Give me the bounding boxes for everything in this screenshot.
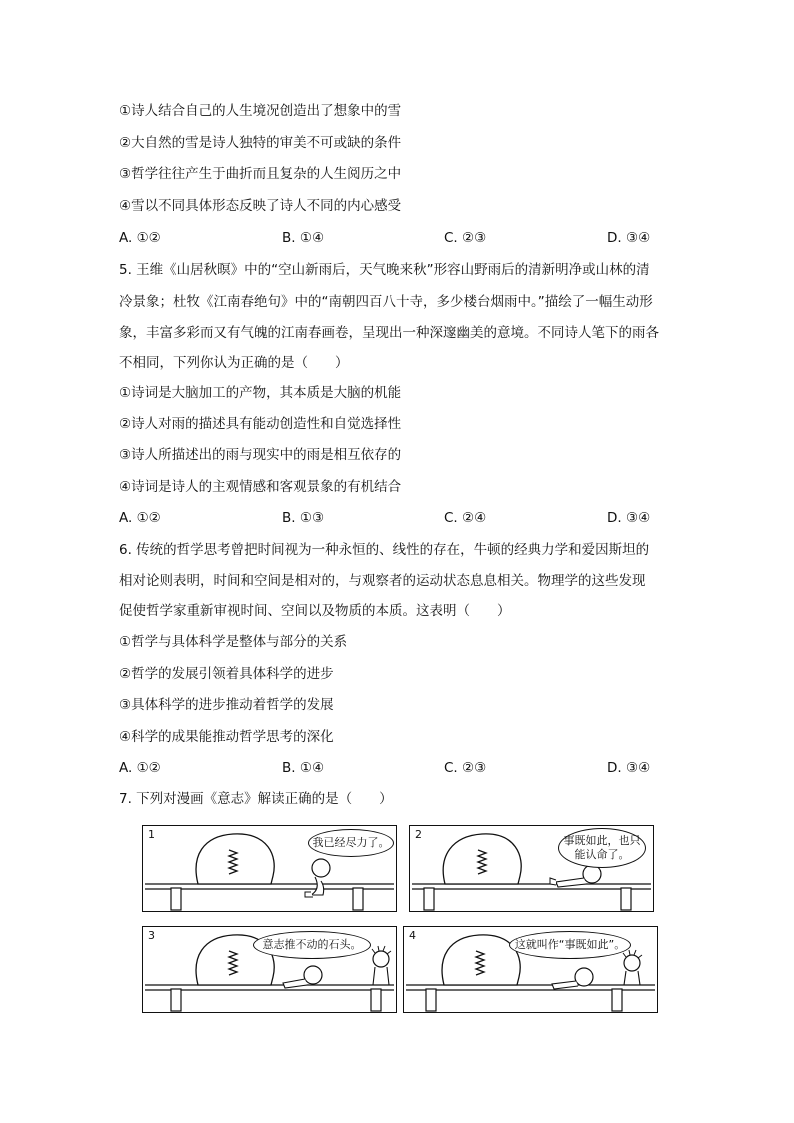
q4-option-b: B. ①④: [282, 230, 325, 246]
q4-statement-4: ④雪以不同具体形态反映了诗人不同的内心感受: [119, 198, 402, 214]
q5-option-d: D. ③④: [607, 510, 651, 526]
q6-statement-4: ④科学的成果能推动哲学思考的深化: [119, 729, 334, 745]
q4-statement-2: ②大自然的雪是诗人独特的审美不可或缺的条件: [119, 135, 402, 151]
q7-stem: 7. 下列对漫画《意志》解读正确的是（ ）: [119, 791, 393, 807]
q4-option-a: A. ①②: [119, 230, 161, 246]
comic-panel-1-speech-bubble: 我已经尽力了。: [308, 829, 394, 857]
q5-statement-4: ④诗词是诗人的主观情感和客观景象的有机结合: [119, 479, 402, 495]
q6-option-c: C. ②③: [444, 760, 487, 776]
q5-stem-line-3: 象，丰富多彩而又有气魄的江南春画卷，呈现出一种深邃幽美的意境。不同诗人笔下的雨各: [119, 325, 659, 341]
q5-stem-line-1: 5. 王维《山居秋暝》中的“空山新雨后，天气晚来秋”形容山野雨后的清新明净或山林的清: [119, 262, 650, 278]
q6-option-a: A. ①②: [119, 760, 161, 776]
q4-statement-3: ③哲学往往产生于曲折而且复杂的人生阅历之中: [119, 166, 402, 182]
comic-panel-1-number: 1: [148, 828, 155, 841]
comic-panel-2-speech-bubble: [558, 828, 646, 868]
comic-panel-2-number: 2: [415, 828, 422, 841]
comic-panel-1: [142, 825, 397, 912]
q5-statement-3: ③诗人所描述出的雨与现实中的雨是相互依存的: [119, 447, 402, 463]
comic-panel-4: [403, 926, 658, 1013]
q5-option-c: C. ②④: [444, 510, 487, 526]
q4-option-c: C. ②③: [444, 230, 487, 246]
q5-statement-1: ①诗词是大脑加工的产物，其本质是大脑的机能: [119, 385, 402, 401]
q5-stem-line-4: 不相同，下列你认为正确的是（ ）: [119, 355, 349, 371]
comic-panel-2-speech-line-2: 能认命了。: [574, 848, 630, 861]
comic-panel-4-number: 4: [409, 929, 416, 942]
q6-statement-2: ②哲学的发展引领着具体科学的进步: [119, 666, 334, 682]
q5-statement-2: ②诗人对雨的描述具有能动创造性和自觉选择性: [119, 416, 402, 432]
q6-stem-line-3: 促使哲学家重新审视时间、空间以及物质的本质。这表明（ ）: [119, 603, 511, 619]
comic-panel-2-speech-line-1: 事既如此，也只: [563, 834, 641, 847]
q6-stem-line-2: 相对论则表明，时间和空间是相对的，与观察者的运动状态息息相关。物理学的这些发现: [119, 573, 646, 589]
q5-option-a: A. ①②: [119, 510, 161, 526]
q4-statement-1: ①诗人结合自己的人生境况创造出了想象中的雪: [119, 103, 402, 119]
comic-panel-2: [409, 825, 654, 912]
q5-stem-line-2: 冷景象；杜牧《江南春绝句》中的“南朝四百八十寺，多少楼台烟雨中。”描绘了一幅生动形: [119, 294, 653, 310]
q6-option-d: D. ③④: [607, 760, 651, 776]
comic-panel-4-speech-bubble: 这就叫作“事既如此”。: [509, 931, 631, 959]
q6-stem-line-1: 6. 传统的哲学思考曾把时间视为一种永恒的、线性的存在，牛顿的经典力学和爱因斯坦的: [119, 542, 650, 558]
comic-panel-3: [142, 926, 397, 1013]
comic-panel-3-speech-bubble: 意志推不动的石头。: [253, 931, 371, 959]
q6-statement-1: ①哲学与具体科学是整体与部分的关系: [119, 634, 348, 650]
q5-option-b: B. ①③: [282, 510, 325, 526]
comic-panel-3-number: 3: [148, 929, 155, 942]
q4-option-d: D. ③④: [607, 230, 651, 246]
q6-option-b: B. ①④: [282, 760, 325, 776]
q6-statement-3: ③具体科学的进步推动着哲学的发展: [119, 697, 334, 713]
